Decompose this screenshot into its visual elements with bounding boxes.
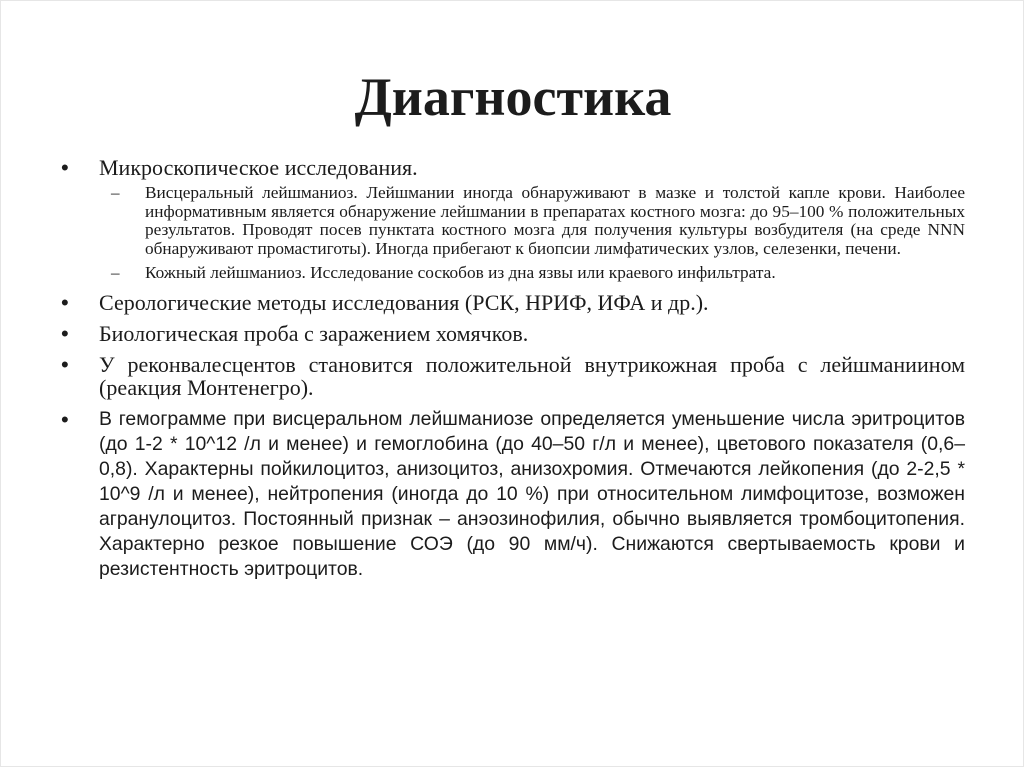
- slide-content: [61, 156, 965, 582]
- bullet-hemogram: • В гемограмме при висцеральном лейшманиозе определяется уменьшение числа эритроцитов (до 1-2 * 10^12 /л и менее) и гемоглобина (до 40–50 г/л и менее), цветового показателя (0,6–0,8). Характерны пойкилоцитоз, анизоцитоз, анизохромия. Отмечаются лейкопения (до 2-2,5 * 10^9 /л и менее), нейтропения (иногда до 10 %) при относительном лимфоцитозе, возможен агранулоцитоз. Постоянный признак – анэозинофилия, обычно выявляется тромбоцитопения. Характерно резкое повышение СОЭ (до 90 мм/ч). Снижаются свертываемость крови и резистентность эритроцитов.: [61, 407, 965, 582]
- slide-title: Диагностика: [354, 67, 672, 127]
- bullet-montenegro-test: • У реконвалесцентов становится положительной внутрикожная проба с лейшманиином (реакция Монтенегро).: [61, 353, 965, 399]
- bullet-biological-test: • Биологическая проба с заражением хомячков.: [61, 322, 965, 345]
- subitem-visceral-leishmaniasis: – Висцеральный лейшманиоз. Лейшмании иногда обнаруживают в мазке и толстой капле крови. Наиболее информативным является обнаружение лейшмании в препаратах костного мозга: до 95–100 % положительных результатов. Проводят посев пунктата костного мозга для получения культуры возбудителя (на среде NNN обнаруживают промастиготы). Иногда прибегают к биопсии лимфатических узлов, селезенки, печени.: [61, 184, 965, 259]
- bullet-microscopy: • Микроскопическое исследования.: [61, 156, 965, 179]
- bullet-serology: • Серологические методы исследования (РСК, НРИФ, ИФА и др.).: [61, 291, 965, 314]
- subitem-cutaneous-leishmaniasis: – Кожный лейшманиоз. Исследование соскобов из дна язвы или краевого инфильтрата.: [61, 264, 965, 283]
